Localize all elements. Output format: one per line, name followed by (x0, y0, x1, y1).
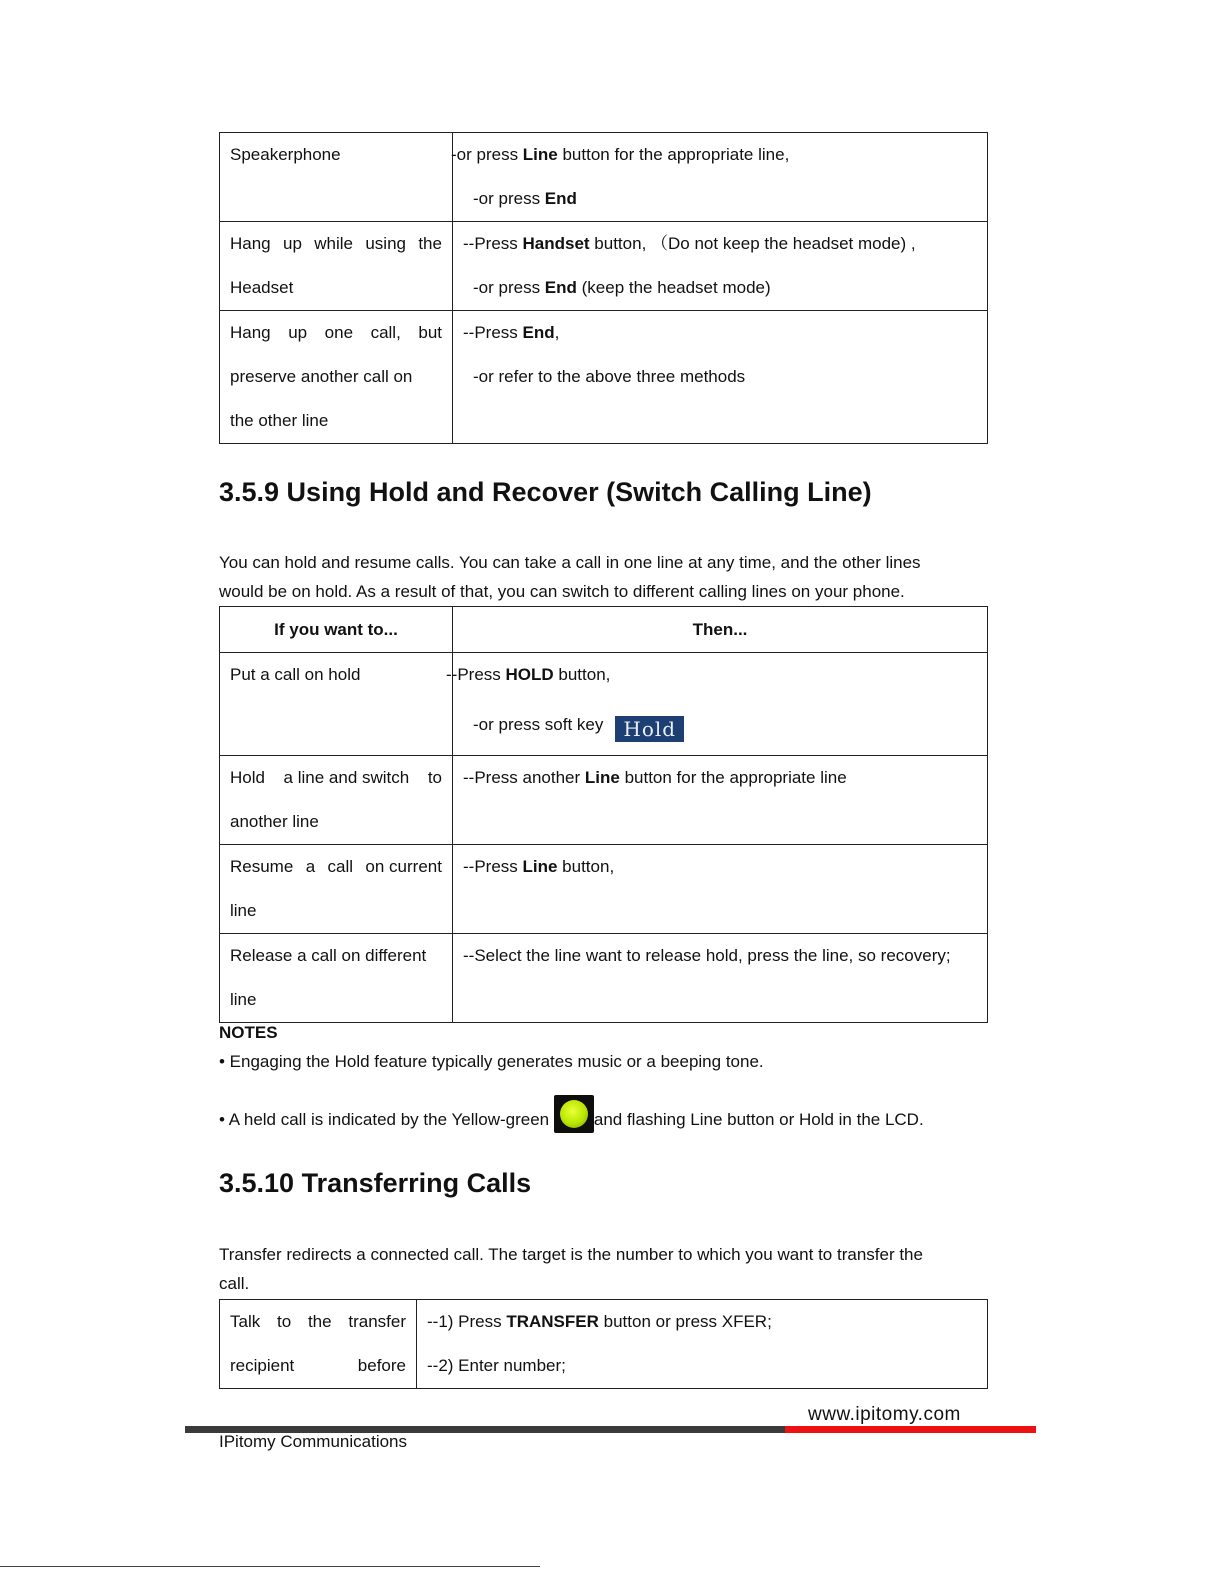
instruction-cell: --1) Press TRANSFER button or press XFER; --2) Enter number; (417, 1300, 988, 1389)
instruction-cell: --Press Handset button, （Do not keep the headset mode) , -or press End (keep the headset mode) (453, 222, 988, 311)
hold-intro-line-2: would be on hold. As a result of that, you can switch to different calling lines on your phone. (219, 582, 905, 601)
transfer-intro-line-2: call. (219, 1274, 250, 1293)
column-header-then: Then... (453, 607, 988, 653)
bottom-divider (0, 1566, 540, 1567)
instruction-cell: --Press End, -or refer to the above three methods (453, 311, 988, 444)
table-row (220, 845, 988, 934)
action-cell: Speakerphone (220, 133, 453, 222)
action-cell: Talk to the transfer recipient before (220, 1300, 417, 1389)
action-cell: Release a call on different line (220, 934, 453, 1023)
footer-company: IPitomy Communications (219, 1432, 408, 1451)
note-2: • A held call is indicated by the Yellow-green and flashing Line button or Hold in the LCD. (219, 1095, 924, 1139)
instruction-cell: -or press Line button for the appropriate line, -or press End (453, 133, 988, 222)
transfer-intro-line-1: Transfer redirects a connected call. The target is the number to which you want to transfer the (219, 1245, 923, 1264)
action-cell: Resume a call on current line (220, 845, 453, 934)
instruction-cell: --Press another Line button for the appropriate line (453, 756, 988, 845)
transfer-table (219, 1299, 988, 1389)
table-row (220, 222, 988, 311)
column-header-if: If you want to... (220, 607, 453, 653)
table-row (220, 1300, 988, 1389)
yellow-green-led-icon (554, 1095, 594, 1133)
section-heading-hold: 3.5.9 Using Hold and Recover (Switch Calling Line) (219, 477, 872, 507)
table-row (220, 653, 988, 756)
call-actions-table (219, 132, 988, 444)
footer-rule-red (785, 1426, 1036, 1433)
hold-table (219, 606, 988, 1023)
hold-intro-line-1: You can hold and resume calls. You can take a call in one line at any time, and the other lines (219, 553, 921, 572)
instruction-cell: --Press Line button, (453, 845, 988, 934)
action-cell: Put a call on hold (220, 653, 453, 756)
hold-softkey-icon: Hold (615, 716, 684, 742)
action-cell: Hold a line and switch to another line (220, 756, 453, 845)
action-cell: Hang up while using the Headset (220, 222, 453, 311)
table-row (220, 756, 988, 845)
footer-url: www.ipitomy.com (808, 1404, 961, 1425)
note-1: • Engaging the Hold feature typically generates music or a beeping tone. (219, 1052, 764, 1071)
table-row (220, 934, 988, 1023)
table-row (220, 311, 988, 444)
notes-title: NOTES (219, 1023, 278, 1042)
instruction-cell: --Select the line want to release hold, press the line, so recovery; (453, 934, 988, 1023)
table-header-row (220, 607, 988, 653)
table-row (220, 133, 988, 222)
instruction-cell: --Press HOLD button, -or press soft key Hold (453, 653, 988, 756)
action-cell: Hang up one call, but preserve another call on the other line (220, 311, 453, 444)
section-heading-transfer: 3.5.10 Transferring Calls (219, 1168, 532, 1198)
